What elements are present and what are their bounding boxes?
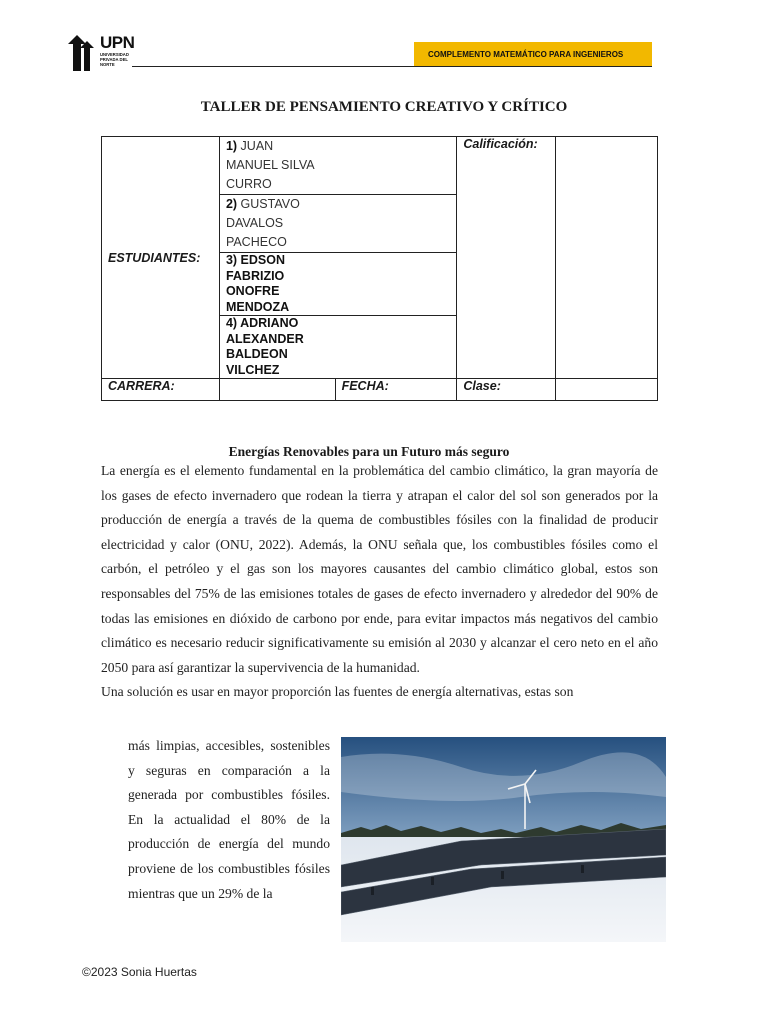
paragraph-1: La energía es el elemento fundamental en la problemática del cambio climático, la gran mayoría de los gases de efecto invernadero que rodean la tierra y atrapan el calor del sol son generados por la producción de energía a través de la quema de combustibles fósiles con la finalidad de producir electricidad y calor (ONU, 2022). Además, la ONU señala que, los combustibles fósiles como el carbón, el petróleo y el gas son los mayores causantes del cambio climático global, estos son responsables del 75% de las emisiones totales de gases de efecto invernadero y alrededor del 90% de todas las emisiones en dióxido de carbono por ende, para evitar impactos más negativos del cambio climático es necesario reducir significativamente su emisión al 2030 y alcanzar el cero neto en el año 2050 para así garantizar la supervivencia de la humanidad. — [101, 463, 658, 675]
article-title: Energías Renovables para un Futuro más seguro — [228, 444, 510, 459]
student-form-table — [101, 136, 658, 401]
grade-label: Calificación: — [463, 137, 538, 151]
student-2-num: 2) — [225, 197, 238, 211]
page-title: TALLER DE PENSAMIENTO CREATIVO Y CRÍTICO — [200, 99, 568, 115]
article-body — [101, 459, 658, 705]
student-3-line-1: EDSON — [240, 253, 285, 267]
solar-farm-image — [341, 737, 666, 942]
student-3-line-2: FABRIZIO — [225, 268, 285, 283]
header-rule — [132, 66, 652, 67]
career-label: CARRERA: — [108, 379, 175, 393]
class-field[interactable] — [556, 379, 658, 401]
student-4-line-3: BALDEON — [225, 347, 288, 361]
paragraph-2-lead: Una solución es usar en mayor proporción las fuentes de energía alternativas, estas son — [101, 684, 574, 700]
class-label-cell — [457, 379, 556, 401]
student-4[interactable] — [219, 316, 456, 379]
date-label: FECHA: — [341, 379, 389, 393]
logo-subtitle: UNIVERSIDAD PRIVADA DEL NORTE — [100, 52, 129, 67]
student-4-line-2: ALEXANDER — [225, 331, 304, 346]
students-label: ESTUDIANTES: — [108, 250, 201, 265]
student-4-line-4: VILCHEZ — [225, 362, 280, 377]
career-field[interactable] — [219, 379, 335, 401]
student-4-num: 4) — [225, 316, 238, 330]
career-label-cell — [102, 379, 220, 401]
student-3-line-3: ONOFRE — [225, 284, 280, 298]
footer-copyright: ©2023 Sonia Huertas — [82, 965, 197, 979]
student-3-num: 3) — [225, 253, 238, 267]
student-3-line-4: MENDOZA — [225, 299, 290, 314]
grade-field[interactable] — [556, 137, 658, 379]
student-1-line-1: JUAN — [240, 139, 274, 153]
logo-text: UPN — [100, 33, 135, 52]
student-2-line-1: GUSTAVO — [240, 197, 300, 211]
student-4-line-1: ADRIANO — [240, 316, 299, 330]
student-1-line-2: MANUEL SILVA — [225, 158, 315, 172]
students-label-cell — [102, 137, 220, 379]
student-2-line-3: PACHECO — [225, 235, 287, 249]
grade-label-cell — [457, 137, 556, 379]
student-1-line-3: CURRO — [225, 177, 272, 191]
student-2[interactable] — [219, 195, 456, 253]
student-1[interactable] — [219, 137, 456, 195]
paragraph-2-wrap: más limpias, accesibles, sostenibles y seguras en comparación a la generada por combustibles fósiles. En la actualidad el 80% de la producción de energía del mundo proviene de los combustibles fósiles mientras que un 29% de la — [128, 738, 330, 901]
student-3[interactable] — [219, 253, 456, 316]
date-label-cell — [335, 379, 457, 401]
student-1-num: 1) — [225, 139, 238, 153]
class-label: Clase: — [463, 379, 501, 393]
course-banner: COMPLEMENTO MATEMÁTICO PARA INGENIEROS — [414, 42, 652, 66]
student-2-line-2: DAVALOS — [225, 216, 284, 230]
